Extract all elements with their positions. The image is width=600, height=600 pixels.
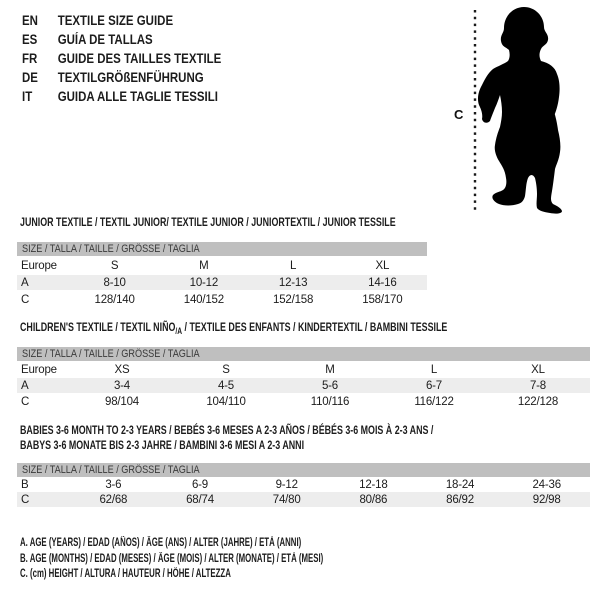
table-row-c bbox=[17, 393, 590, 411]
size-header-label: SIZE / TALLA / TAILLE / GRÖSSE / TAGLIA bbox=[22, 243, 200, 255]
lang-text: GUÍA DE TALLAS bbox=[57, 32, 153, 47]
junior-section-title: JUNIOR TEXTILE / TEXTIL JUNIOR/ TEXTILE JUNIOR / JUNIORTEXTIL / JUNIOR TESSILE bbox=[20, 215, 396, 229]
table-cell: L bbox=[290, 259, 297, 272]
table-row-b bbox=[17, 477, 590, 492]
lang-text: TEXTILGRÖßENFÜHRUNG bbox=[57, 70, 204, 85]
children-title-post: / TEXTILE DES ENFANTS / KINDERTEXTIL / BAMBINI TESSILE bbox=[182, 320, 448, 334]
row-label: C bbox=[21, 293, 30, 306]
lang-text: GUIDA ALLE TAGLIE TESSILI bbox=[57, 89, 218, 104]
size-header-label: SIZE / TALLA / TAILLE / GRÖSSE / TAGLIA bbox=[22, 464, 200, 476]
table-cell: XS bbox=[114, 363, 130, 376]
table-cell: 62/68 bbox=[99, 493, 128, 506]
table-cell: 116/122 bbox=[414, 396, 454, 408]
row-label: Europe bbox=[21, 363, 57, 376]
babies-size-table bbox=[17, 463, 590, 507]
table-cell: 9-12 bbox=[275, 478, 298, 491]
lang-row-fr bbox=[22, 49, 221, 68]
children-title-pre: CHILDREN'S TEXTILE / TEXTIL NIÑO bbox=[20, 320, 176, 334]
table-cell: 158/170 bbox=[362, 293, 403, 306]
lang-text: TEXTILE SIZE GUIDE bbox=[57, 13, 174, 28]
lang-code: FR bbox=[22, 51, 38, 66]
legend-line-c: C. (cm) HEIGHT / ALTURA / HAUTEUR / HÖHE / ALTEZZA bbox=[20, 568, 231, 580]
size-header-bar bbox=[17, 347, 590, 361]
table-cell: 8-10 bbox=[103, 276, 126, 289]
table-cell: 18-24 bbox=[445, 478, 475, 491]
language-header bbox=[22, 11, 257, 106]
table-cell: 5-6 bbox=[321, 379, 339, 392]
children-section-title bbox=[20, 320, 447, 339]
row-label: C bbox=[21, 396, 30, 408]
babies-title-line2: BABYS 3-6 MONATE BIS 2-3 JAHRE / BAMBINI 3-6 MESI A 2-3 ANNI bbox=[20, 437, 305, 452]
table-cell: 152/158 bbox=[273, 293, 314, 306]
table-cell: 3-6 bbox=[105, 478, 122, 491]
table-row-c bbox=[17, 290, 427, 309]
size-header-label: SIZE / TALLA / TAILLE / GRÖSSE / TAGLIA bbox=[22, 348, 200, 360]
children-title-subscript: /A bbox=[175, 326, 183, 336]
table-cell: 92/98 bbox=[532, 493, 561, 506]
lang-row-de bbox=[22, 68, 221, 87]
row-label: Europe bbox=[21, 259, 57, 272]
table-cell: 10-12 bbox=[189, 276, 219, 289]
row-label: C bbox=[21, 493, 30, 506]
children-size-table bbox=[17, 347, 590, 411]
table-cell: 24-36 bbox=[532, 478, 561, 491]
table-cell: 14-16 bbox=[368, 276, 397, 289]
table-cell: 12-13 bbox=[278, 276, 308, 289]
lang-row-it bbox=[22, 87, 221, 106]
table-cell: 12-18 bbox=[359, 478, 388, 491]
lang-row-en bbox=[22, 11, 221, 30]
junior-size-table bbox=[17, 242, 427, 309]
table-cell: 6-7 bbox=[425, 379, 443, 392]
babies-section-title bbox=[20, 423, 579, 452]
table-cell: 86/92 bbox=[446, 493, 474, 506]
table-row-europe bbox=[17, 361, 590, 378]
table-cell: 7-8 bbox=[529, 379, 547, 392]
height-figure bbox=[450, 0, 598, 215]
size-header-bar bbox=[17, 242, 427, 256]
babies-title-line1: BABIES 3-6 MONTH TO 2-3 YEARS / BEBÉS 3-6 MESES A 2-3 AÑOS / BÉBÉS 3-6 MOIS À 2-3 ANS / bbox=[20, 423, 434, 437]
table-cell: 80/86 bbox=[359, 493, 388, 506]
table-row-europe bbox=[17, 256, 427, 275]
legend-line-a: A. AGE (YEARS) / EDAD (AÑOS) / ÂGE (ANS) / ALTER (JAHRE) / ETÀ (ANNI) bbox=[20, 537, 302, 549]
legend-line-b: B. AGE (MONTHS) / EDAD (MESES) / ÂGE (MOIS) / ALTER (MONATE) / ETÀ (MESI) bbox=[20, 552, 324, 565]
table-row-a bbox=[17, 275, 427, 290]
lang-row-es bbox=[22, 30, 221, 49]
table-cell: 74/80 bbox=[272, 493, 301, 506]
table-cell: 128/140 bbox=[94, 293, 135, 306]
row-label: A bbox=[21, 379, 29, 392]
lang-code: IT bbox=[22, 89, 33, 104]
table-row-c bbox=[17, 492, 590, 507]
lang-code: ES bbox=[22, 32, 38, 47]
table-cell: M bbox=[325, 363, 335, 376]
lang-code: DE bbox=[22, 70, 38, 85]
row-label: B bbox=[21, 478, 29, 491]
table-row-a bbox=[17, 378, 590, 393]
table-cell: XL bbox=[531, 363, 545, 376]
table-cell: S bbox=[110, 259, 119, 272]
table-cell: 4-5 bbox=[217, 379, 235, 392]
table-cell: 3-4 bbox=[113, 379, 131, 392]
baby-silhouette-icon bbox=[478, 7, 562, 214]
lang-code: EN bbox=[22, 13, 38, 28]
row-label: A bbox=[21, 276, 29, 289]
table-cell: M bbox=[199, 259, 209, 272]
table-cell: 98/104 bbox=[105, 396, 139, 408]
table-cell: XL bbox=[375, 259, 390, 272]
table-cell: L bbox=[430, 363, 438, 376]
table-cell: 104/110 bbox=[206, 396, 246, 408]
table-cell: 140/152 bbox=[183, 293, 224, 306]
table-cell: 6-9 bbox=[191, 478, 209, 491]
table-cell: 122/128 bbox=[517, 396, 559, 408]
size-header-bar bbox=[17, 463, 590, 477]
height-label-c: C bbox=[454, 107, 464, 122]
table-cell: 68/74 bbox=[186, 493, 214, 506]
legend bbox=[20, 536, 466, 583]
table-cell: S bbox=[222, 363, 230, 376]
lang-text: GUIDE DES TAILLES TEXTILE bbox=[57, 51, 222, 66]
table-cell: 110/116 bbox=[310, 396, 350, 408]
